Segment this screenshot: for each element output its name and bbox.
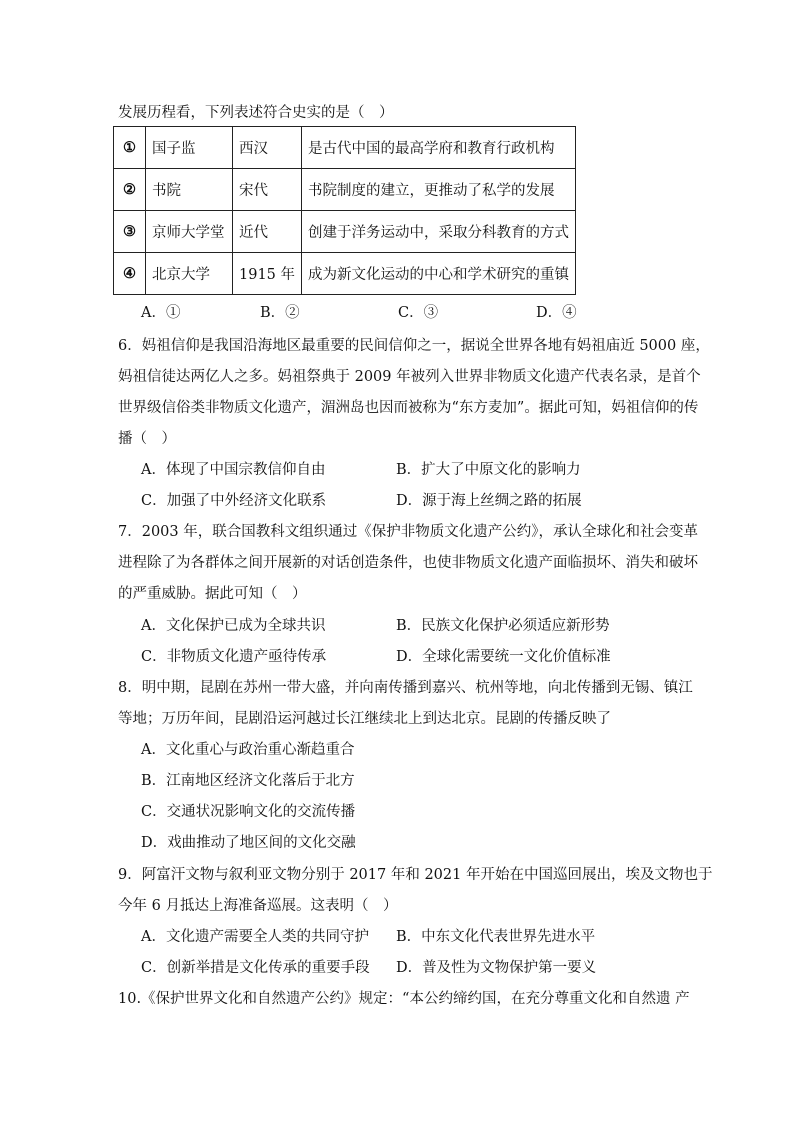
description: 书院制度的建立，更推动了私学的发展 [302, 169, 576, 211]
question-5-stem: 发展历程看，下列表述符合史实的是（ ） [118, 105, 394, 121]
row-number: ① [114, 127, 146, 169]
question-6-line: 6．妈祖信仰是我国沿海地区最重要的民间信仰之一，据说全世界各地有妈祖庙近 5000 座， [118, 338, 710, 354]
row-number: ④ [114, 253, 146, 295]
description: 成为新文化运动的中心和学术研究的重镇 [302, 253, 576, 295]
option-b: B．江南地区经济文化落后于北方 [141, 773, 355, 789]
education-history-table [113, 126, 576, 295]
option-a: A．体现了中国宗教信仰自由 [141, 462, 326, 478]
question-9-line: 今年 6 月抵达上海准备巡展。这表明（ ） [118, 898, 398, 914]
table-row [114, 127, 576, 169]
option-b: B．民族文化保护必须适应新形势 [396, 618, 610, 634]
option-b: B．中东文化代表世界先进水平 [396, 929, 596, 945]
era: 1915 年 [233, 253, 302, 295]
option-c: C．交通状况影响文化的交流传播 [141, 804, 356, 820]
option-d: D．源于海上丝绸之路的拓展 [396, 493, 582, 509]
option-d: D．全球化需要统一文化价值标准 [396, 649, 611, 665]
option-a: A．① [141, 305, 181, 321]
table-row [114, 253, 576, 295]
description: 是古代中国的最高学府和教育行政机构 [302, 127, 576, 169]
question-6-line: 播（ ） [118, 431, 176, 447]
question-6-line: 世界级信俗类非物质文化遗产，湄洲岛也因而被称为“东方麦加”。据此可知，妈祖信仰的传 [118, 400, 699, 416]
option-b: B．② [260, 305, 300, 321]
era: 宋代 [233, 169, 302, 211]
table-row [114, 169, 576, 211]
table-row [114, 211, 576, 253]
option-c: C．③ [398, 305, 439, 321]
era: 西汉 [233, 127, 302, 169]
description: 创建于洋务运动中，采取分科教育的方式 [302, 211, 576, 253]
question-9-line: 9．阿富汗文物与叙利亚文物分别于 2017 年和 2021 年开始在中国巡回展出，埃及文物也于 [118, 867, 713, 883]
option-a: A．文化遗产需要全人类的共同守护 [141, 929, 369, 945]
option-a: A．文化保护已成为全球共识 [141, 618, 326, 634]
option-c: C．非物质文化遗产亟待传承 [141, 649, 327, 665]
institution-name: 书院 [146, 169, 233, 211]
question-7-line: 的严重威胁。据此可知（ ） [118, 586, 307, 602]
option-c: C．创新举措是文化传承的重要手段 [141, 960, 370, 976]
option-d: D．普及性为文物保护第一要义 [396, 960, 597, 976]
question-7-line: 7．2003 年，联合国教科文组织通过《保护非物质文化遗产公约》，承认全球化和社会变革 [118, 524, 698, 540]
institution-name: 国子监 [146, 127, 233, 169]
option-a: A．文化重心与政治重心渐趋重合 [141, 742, 355, 758]
question-10-line: 10.《保护世界文化和自然遗产公约》规定：“本公约缔约国，在充分尊重文化和自然遗 产 [118, 991, 690, 1007]
institution-name: 京师大学堂 [146, 211, 233, 253]
question-6-line: 妈祖信徒达两亿人之多。妈祖祭典于 2009 年被列入世界非物质文化遗产代表名录，是首个 [118, 369, 701, 385]
option-d: D．④ [536, 305, 577, 321]
question-8-line: 等地；万历年间，昆剧沿运河越过长江继续北上到达北京。昆剧的传播反映了 [118, 711, 611, 727]
institution-name: 北京大学 [146, 253, 233, 295]
option-d: D．戏曲推动了地区间的文化交融 [141, 835, 356, 851]
option-b: B．扩大了中原文化的影响力 [396, 462, 581, 478]
row-number: ② [114, 169, 146, 211]
question-8-line: 8．明中期，昆剧在苏州一带大盛，并向南传播到嘉兴、杭州等地，向北传播到无锡、镇江 [118, 680, 693, 696]
row-number: ③ [114, 211, 146, 253]
question-7-line: 进程除了为各群体之间开展新的对话创造条件，也使非物质文化遗产面临损坏、消失和破坏 [118, 555, 698, 571]
option-c: C．加强了中外经济文化联系 [141, 493, 327, 509]
era: 近代 [233, 211, 302, 253]
